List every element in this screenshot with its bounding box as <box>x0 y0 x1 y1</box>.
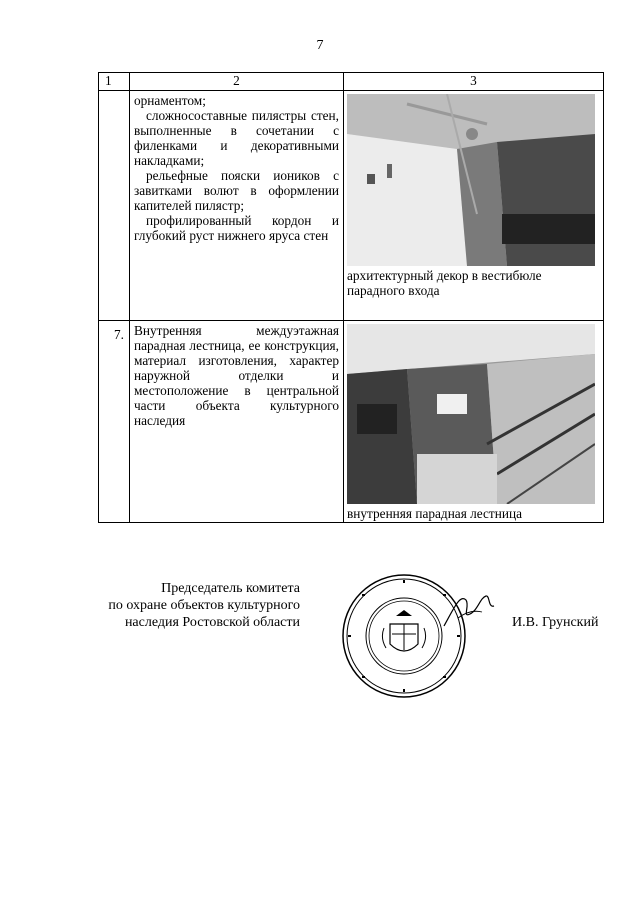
table-row <box>99 91 604 321</box>
description-line: рельефные пояски иоников с завитками волют в оформлении капителей пилястр; <box>134 168 339 213</box>
handwritten-signature <box>440 588 500 633</box>
row-photo-cell <box>344 321 604 523</box>
staircase-photo <box>347 324 595 504</box>
table-row <box>99 321 604 523</box>
column-header-3: 3 <box>344 73 604 91</box>
column-header-1: 1 <box>99 73 130 91</box>
signatory-name: И.В. Грунский <box>512 615 599 630</box>
description-line: Внутренняя междуэтажная парадная лестница, ее конструкция, материал изготовления, характер наружной отделки и местоположение в центральной части объекта культурного наследия <box>134 323 339 428</box>
signatory-title-line: наследия Ростовской области <box>124 615 300 630</box>
row-description <box>130 91 344 321</box>
signatory-title <box>80 580 300 631</box>
description-line: профилированный кордон и глубокий руст нижнего яруса стен <box>134 213 339 243</box>
column-header-2: 2 <box>130 73 344 91</box>
vestibule-decor-photo <box>347 94 595 266</box>
row-number: 7. <box>99 321 130 523</box>
description-line: орнаментом; <box>134 93 206 108</box>
photo-caption: внутренняя парадная лестница <box>347 506 522 521</box>
signatory-title-line: Председатель комитета <box>161 581 300 596</box>
row-photo-cell <box>344 91 604 321</box>
table-header-row <box>99 73 604 91</box>
photo-caption: архитектурный декор в вестибюле парадного входа <box>347 268 542 298</box>
page-number: 7 <box>316 38 324 53</box>
row-number <box>99 91 130 321</box>
heritage-table <box>98 72 604 523</box>
signatory-title-line: по охране объектов культурного <box>108 598 300 613</box>
row-description <box>130 321 344 523</box>
description-line: сложносоставные пилястры стен, выполненные в сочетании с филенками и декоративными накладками; <box>134 108 339 168</box>
